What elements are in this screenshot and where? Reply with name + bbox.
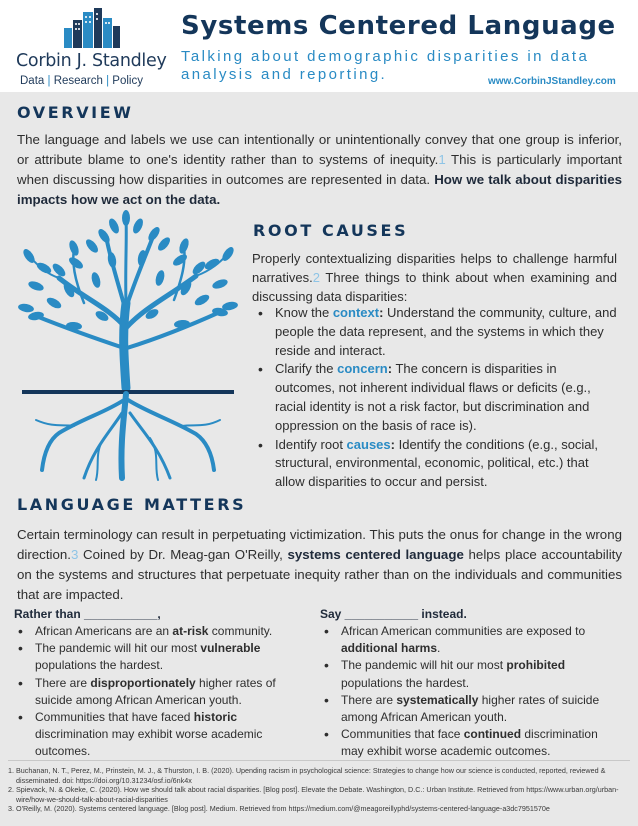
page-subtitle: Talking about demographic disparities in data analysis and reporting. bbox=[181, 48, 590, 83]
list-item: • Know the context: Understand the community, culture, and people the data represent, and the systems in which they reside and interact. bbox=[254, 304, 619, 360]
list-item: • There are disproportionately higher rates of suicide among African American youth. bbox=[14, 675, 306, 709]
reference-2: 2 bbox=[312, 270, 320, 285]
references-divider bbox=[8, 760, 630, 761]
rather-than-list bbox=[14, 623, 306, 761]
language-matters-heading: LANGUAGE MATTERS bbox=[17, 495, 247, 514]
list-item: • Communities that have faced historic discrimination may exhibit worse academic outcomes. bbox=[14, 709, 306, 761]
root-causes-intro: Properly contextualizing disparities helps to challenge harmful narratives.2 Three things to think about when examining and discussing data disparities: bbox=[252, 251, 617, 304]
tagline-data: Data bbox=[20, 75, 45, 87]
root-causes-list bbox=[254, 304, 619, 492]
list-item: • African Americans are an at-risk community. bbox=[14, 623, 306, 640]
logo-name: Corbin J. Standley bbox=[16, 51, 167, 71]
tagline-research: Research bbox=[53, 75, 103, 87]
header bbox=[0, 0, 638, 92]
list-item: • Communities that face continued discrimination may exhibit worse academic outcomes. bbox=[320, 726, 620, 760]
reference-item: 3. O'Reilly, M. (2020). Systems centered language. [Blog post]. Medium. Retrieved from https://medium.com/@meagoreillyphd/systems-centered-language-a3dc7951570e bbox=[8, 804, 550, 814]
say-heading: Say ___________ instead. bbox=[320, 607, 467, 621]
list-item: • The pandemic will hit our most prohibited populations the hardest. bbox=[320, 657, 620, 691]
reference-item: 1. Buchanan, N. T., Perez, M., Prinstein, M. J., & Thurston, I. B. (2020). Upending racism in psychological science: Strategies to change how our science is conducted, reported, reviewed & disseminated. doi: https://doi.org/10.31234/osf.io/6nk4x bbox=[8, 766, 606, 785]
website-link[interactable]: www.CorbinJStandley.com bbox=[488, 76, 616, 87]
reference-1: 1 bbox=[438, 152, 446, 167]
list-item: • There are systematically higher rates of suicide among African American youth. bbox=[320, 692, 620, 726]
overview-text: The language and labels we use can intentionally or unintentionally convey that one group is inferior, or attribute blame to one's identity rather than to systems of inequity.1 This is particularly important when discussing how disparities in outcomes are represented in data. How we talk about disparities impacts how we act on the data. bbox=[17, 132, 623, 207]
tree-icon bbox=[14, 208, 242, 488]
list-item: • Identify root causes: Identify the conditions (e.g., social, structural, environmental, economic, political, etc.) that allow disparities to occur and persist. bbox=[254, 436, 619, 492]
reference-item: 2. Spievack, N. & Okeke, C. (2020). How we should talk about racial disparities. [Blog post]. Elevate the Debate. Washington, D.C.: Urban Institute. Retrieved from https://www.urban.org/urban-wire/how-we-should-talk-about-racial-disparities bbox=[8, 785, 619, 804]
list-item: • Clarify the concern: The concern is disparities in outcomes, not inherent individual flaws or deficits (e.g., racial identity is not a risk factor, but discrimination and oppression on the basis of race is). bbox=[254, 360, 619, 435]
tagline-policy: Policy bbox=[112, 75, 143, 87]
root-causes-heading: ROOT CAUSES bbox=[253, 221, 409, 240]
city-skyline-icon bbox=[60, 8, 124, 48]
overview-heading: OVERVIEW bbox=[17, 103, 134, 122]
say-list bbox=[320, 623, 620, 761]
language-matters-text: Certain terminology can result in perpetuating victimization. This puts the onus for change in the wrong direction.3 Coined by Dr. Meag-gan O'Reilly, systems centered language helps place accountability on the systems and structures that perpetuate inequity rather than on the individuals and communities that are impacted. bbox=[17, 527, 622, 602]
list-item: • The pandemic will hit our most vulnerable populations the hardest. bbox=[14, 640, 306, 674]
logo-tagline: Data | Research | Policy bbox=[20, 75, 143, 87]
references bbox=[8, 766, 632, 814]
list-item: • African American communities are exposed to additional harms. bbox=[320, 623, 620, 657]
logo bbox=[10, 8, 170, 88]
rather-than-heading: Rather than ___________, bbox=[14, 607, 161, 621]
page-title: Systems Centered Language bbox=[181, 11, 616, 41]
reference-3: 3 bbox=[70, 547, 79, 562]
